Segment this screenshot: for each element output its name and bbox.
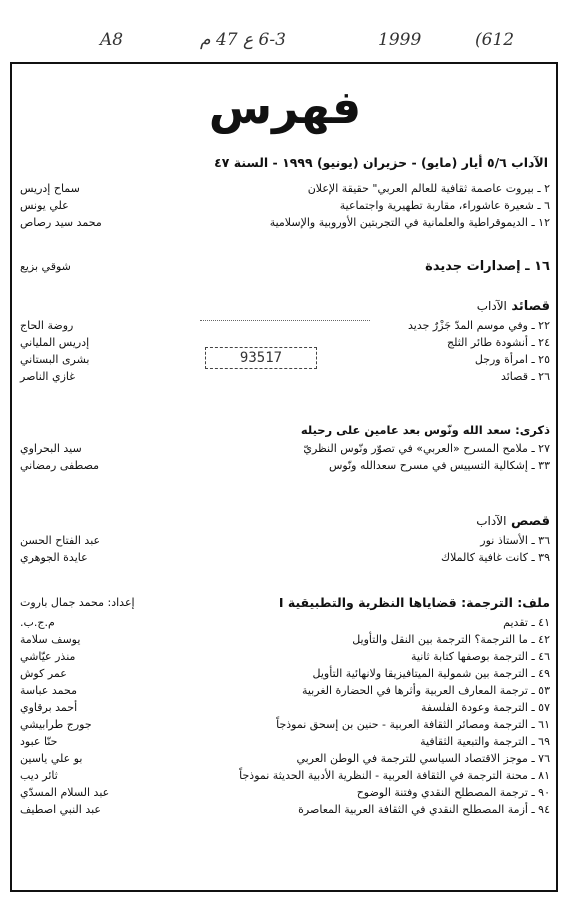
item-author: حنّا عبود [20,735,58,748]
handwritten-code: A8 [100,30,124,50]
item-author: عمر كوش [20,667,67,680]
item-title: ٢٧ ـ ملامح المسرح «العربي» في تصوّر ونّوس النظريّ [303,442,550,455]
item-title: ٦ ـ شعيرة عاشوراء، مقاربة تطهيرية واجتماعية [339,199,550,212]
item-author: سيد البحراوي [20,442,82,455]
dossier-section [20,592,550,818]
list-item [20,549,550,566]
item-author: علي يونس [20,199,69,212]
section-title: ملف: الترجمة: قضاياها النظرية والتطبيقية I [278,595,550,610]
item-author: يوسف سلامة [20,633,81,646]
item-author: منذر عيّاشي [20,650,76,663]
list-item [20,440,550,457]
item-author: عبد النبي اصطيف [20,803,101,816]
item-title: ٣٩ ـ كانت غافية كالملاك [441,551,550,564]
item-title: ٢٢ ـ وفي موسم المدّ جَزْرٌ جديد [407,319,550,332]
page-title: فهرس [208,80,362,134]
handwritten-year: 1999 [378,30,422,50]
item-author: جورج طرابيشي [20,718,92,731]
issue-line: الآداب ٥/٦ أيار (مايو) - حزيران (يونيو) ١٩٩٩ - السنة ٤٧ [214,155,548,170]
item-title: ٢٦ ـ قصائد [500,370,550,383]
item-title: ٦١ ـ الترجمة ومصائر الثقافة العربية - حنين بن إسحق نموذجاً [276,718,550,731]
list-item [20,614,550,631]
item-title: ٣٦ ـ الأستاذ نور [480,534,550,547]
section-title: ذكرى: [515,423,550,437]
item-author: محمد عباسة [20,684,77,697]
item-title: ٦٩ ـ الترجمة والتبعية الثقافية [420,735,550,748]
item-title: ٥٣ ـ ترجمة المعارف العربية وأثرها في الحضارة الغربية [301,684,550,697]
item-title: ٤٦ ـ الترجمة بوصفها كتابة ثانية [410,650,550,663]
section-sub: الآداب [476,514,507,528]
item-title: ٢ ـ بيروت عاصمة ثقافية للعالم العربي" حقيقة الإعلان [307,182,550,195]
section-heading [20,420,550,440]
section-heading [20,295,550,317]
list-item [20,258,550,275]
list-item [20,699,550,716]
list-item [20,665,550,682]
item-title: ٤١ ـ تقديم [503,616,550,629]
list-item [20,767,550,784]
section-sub: سعد الله ونّوس بعد عامين على رحيله [300,423,512,437]
list-item [20,784,550,801]
list-item [20,631,550,648]
item-author: محمد سيد رصاص [20,216,102,229]
item-title: ٤٢ ـ ما الترجمة؟ الترجمة بين النقل والتأويل [352,633,550,646]
articles-list [20,180,550,231]
list-item [20,214,550,231]
item-title: ٤٩ ـ الترجمة بين شمولية الميتافيزيقا ولانهائية التأويل [312,667,550,680]
item-title: ١٢ ـ الديموقراطية والعلمانية في التجربتين الأوروبية والإسلامية [269,216,550,229]
list-item [20,180,550,197]
library-stamp: 93517 [205,347,317,369]
list-item [20,532,550,549]
section-sub: الآداب [476,299,507,313]
list-item [20,648,550,665]
memory-section [20,420,550,474]
item-author: مصطفى رمضاني [20,459,100,472]
section-title: قصص [510,514,550,529]
list-item [20,733,550,750]
new-publications [20,258,550,275]
item-title: ١٦ ـ إصدارات جديدة [425,259,550,274]
item-title: ٥٧ ـ الترجمة وعودة الفلسفة [421,701,550,714]
list-item [20,457,550,474]
section-heading [20,510,550,532]
list-item [20,682,550,699]
item-author: م.ج.ب. [20,616,55,629]
item-title: ٩٠ ـ ترجمة المصطلح النقدي وفتنة الوضوح [356,786,550,799]
item-author: بو علي ياسين [20,752,83,765]
list-item [20,750,550,767]
item-title: ٢٤ ـ أنشودة طائر الثلج [446,336,550,349]
stories-section [20,510,550,566]
item-title: ٨١ ـ محنة الترجمة في الثقافة العربية - النظرية الأدبية الحديثة نموذجاً [239,769,550,782]
item-author: شوقي بزيع [20,260,71,273]
list-item [20,368,550,385]
item-author: بشرى البستاني [20,353,90,366]
list-item [20,351,550,368]
item-title: ٣٣ ـ إشكالية التسييس في مسرح سعدالله ونّوس [328,459,550,472]
section-editor: إعداد: محمد جمال باروت [20,596,135,609]
item-author: سماح إدريس [20,182,80,195]
item-title: ٢٥ ـ امرأة ورجل [474,353,550,366]
list-item [20,801,550,818]
list-item [20,197,550,214]
handwritten-number: (612 [475,30,515,50]
item-author: غازي الناصر [20,370,76,383]
list-item [20,716,550,733]
item-author: أحمد برقاوي [20,701,78,714]
item-author: إدريس الملياني [20,336,90,349]
item-title: ٩٤ ـ أزمة المصطلح النقدي في الثقافة العربية المعاصرة [298,803,550,816]
item-author: ثائر ديب [20,769,58,782]
section-title: قصائد [511,299,550,314]
item-author: عبد الفتاح الحسن [20,534,101,547]
list-item [20,317,550,334]
list-item [20,334,550,351]
item-author: عبد السلام المسدّي [20,786,110,799]
handwritten-issue: 6-3 ع 47 م [200,30,286,50]
section-heading [20,592,550,614]
item-title: ٧٦ ـ موجز الاقتصاد السياسي للترجمة في الوطن العربي [296,752,550,765]
poems-section [20,295,550,385]
item-author: روضة الحاج [20,319,74,332]
item-author: عايدة الجوهري [20,551,88,564]
